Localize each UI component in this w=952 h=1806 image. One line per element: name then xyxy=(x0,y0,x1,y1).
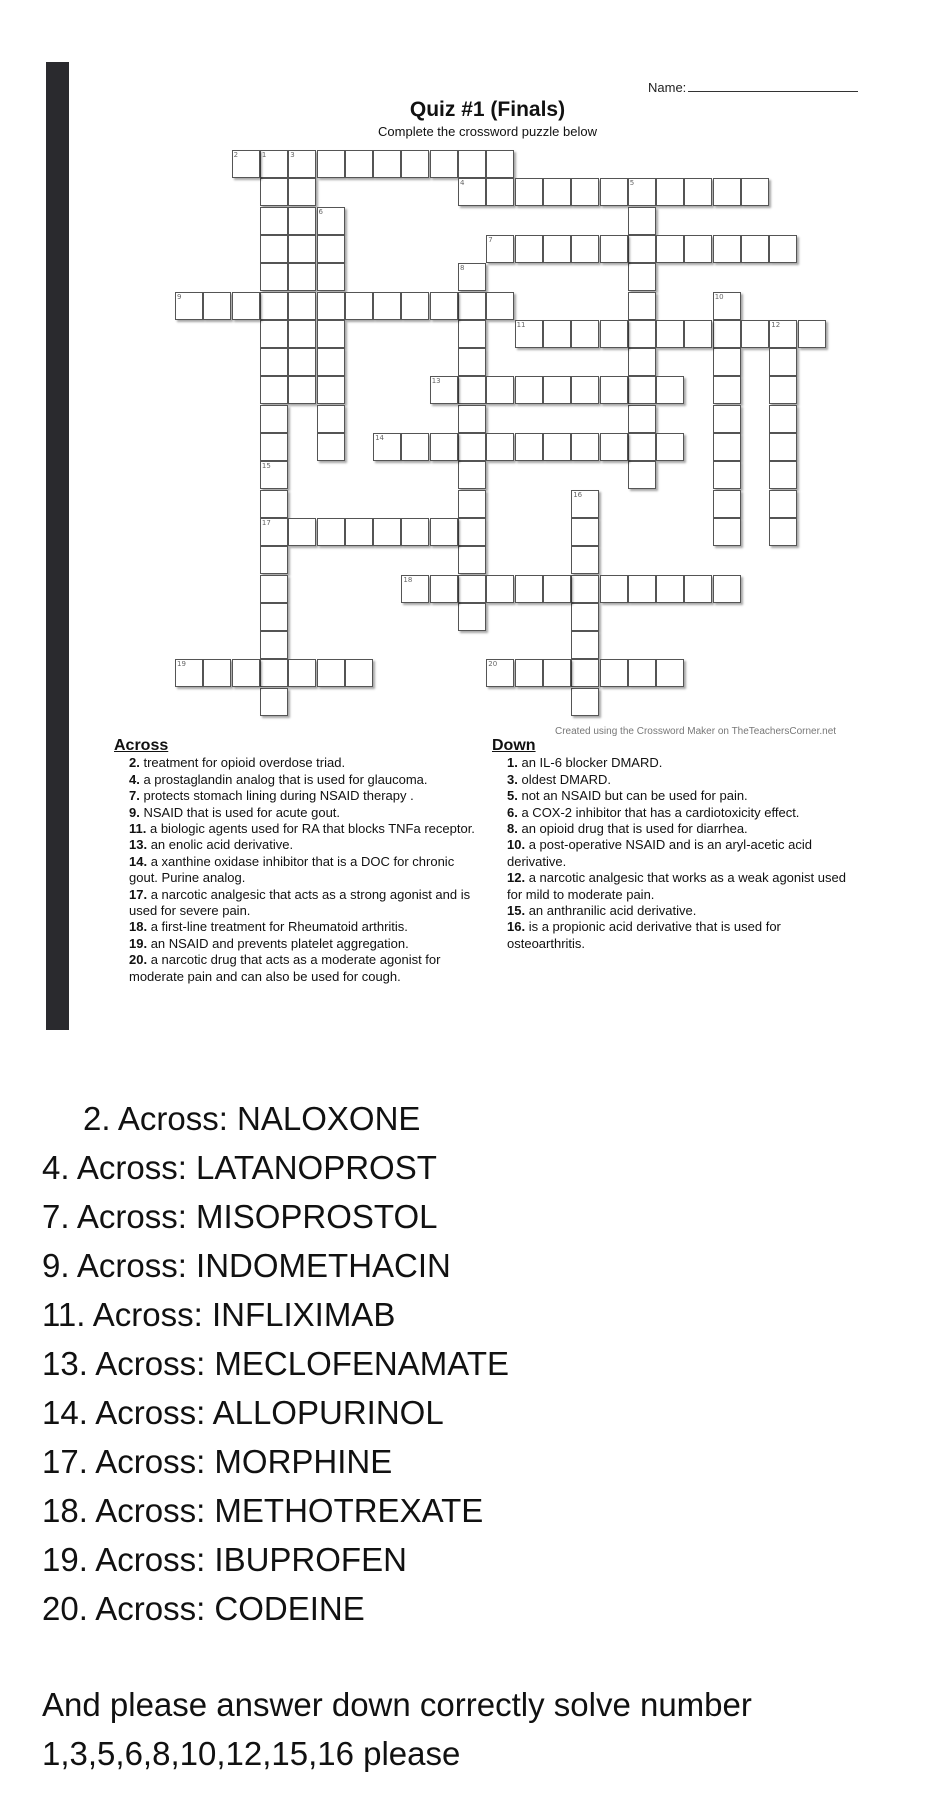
crossword-cell xyxy=(684,575,712,603)
answer-line: 2. Across: NALOXONE xyxy=(83,1100,421,1137)
cell-number: 15 xyxy=(261,462,271,471)
crossword-cell xyxy=(515,178,543,206)
clue-text: is a propionic acid derivative that is used for osteoarthritis. xyxy=(507,919,781,951)
crossword-cell xyxy=(543,178,571,206)
credit-text: Created using the Crossword Maker on TheTeachersCorner.net xyxy=(555,726,837,737)
crossword-cell xyxy=(317,292,345,320)
across-clue xyxy=(129,821,484,837)
crossword-cell xyxy=(628,263,656,291)
crossword-cell xyxy=(288,659,316,687)
crossword-cell xyxy=(260,150,288,178)
clue-number: 4. xyxy=(129,771,140,787)
crossword-cell xyxy=(458,263,486,291)
crossword-cell xyxy=(260,631,288,659)
crossword-cell xyxy=(769,376,797,404)
crossword-cell xyxy=(260,405,288,433)
clue-number: 3. xyxy=(507,771,518,787)
crossword-cell xyxy=(260,207,288,235)
cell-number: 16 xyxy=(573,490,583,499)
crossword-cell xyxy=(458,433,486,461)
crossword-cell xyxy=(345,518,373,546)
cell-number: 20 xyxy=(488,660,498,669)
crossword-cell xyxy=(345,292,373,320)
crossword-cell xyxy=(373,518,401,546)
crossword-cell xyxy=(515,575,543,603)
crossword-cell xyxy=(430,292,458,320)
crossword-cell xyxy=(458,348,486,376)
cell-number: 7 xyxy=(488,235,493,244)
down-heading: Down xyxy=(492,737,536,754)
clue-text: a biologic agents used for RA that blocks TNFa receptor. xyxy=(149,821,475,837)
crossword-cell xyxy=(260,348,288,376)
crossword-cell xyxy=(458,575,486,603)
down-clue xyxy=(507,805,862,821)
cell-number: 3 xyxy=(290,151,295,159)
clue-text: an enolic acid derivative. xyxy=(150,837,294,853)
clue-number: 17. xyxy=(129,886,148,902)
crossword-cell xyxy=(628,659,656,687)
cell-number: 8 xyxy=(460,264,465,273)
cell-number: 10 xyxy=(714,292,724,301)
crossword-cell xyxy=(684,178,712,206)
clue-text: a narcotic analgesic that acts as a strong agonist and is used for severe pain. xyxy=(129,886,471,919)
across-clue xyxy=(129,854,484,887)
crossword-cell xyxy=(373,150,401,178)
crossword-cell xyxy=(543,320,571,348)
crossword-cell xyxy=(260,575,288,603)
crossword-cell xyxy=(543,235,571,263)
crossword-cell xyxy=(317,405,345,433)
clue-number: 10. xyxy=(507,837,526,853)
crossword-cell xyxy=(741,320,769,348)
crossword-cell xyxy=(628,207,656,235)
crossword-cell xyxy=(628,235,656,263)
crossword-cell xyxy=(317,263,345,291)
cell-number: 6 xyxy=(318,207,323,216)
name-label: Name: xyxy=(648,80,687,95)
quiz-title: Quiz #1 (Finals) xyxy=(409,98,566,121)
clue-number: 20. xyxy=(129,952,148,968)
answer-line: 7. Across: MISOPROSTOL xyxy=(42,1198,438,1235)
clue-text: NSAID that is used for acute gout. xyxy=(143,804,341,820)
cell-number: 11 xyxy=(516,320,526,329)
crossword-cell xyxy=(684,235,712,263)
crossword-cell xyxy=(430,150,458,178)
crossword-cell xyxy=(260,433,288,461)
crossword-cell xyxy=(769,433,797,461)
crossword-cell xyxy=(232,150,260,178)
crossword-cell xyxy=(628,376,656,404)
cell-number: 17 xyxy=(261,518,271,527)
crossword-cell xyxy=(543,575,571,603)
clue-text: oldest DMARD. xyxy=(521,771,612,787)
crossword-cell xyxy=(600,235,628,263)
down-clue xyxy=(507,837,862,870)
crossword-cell xyxy=(401,292,429,320)
clue-number: 1. xyxy=(507,755,518,771)
crossword-cell xyxy=(260,292,288,320)
crossword-cell xyxy=(656,575,684,603)
crossword-cell xyxy=(458,292,486,320)
down-clue xyxy=(507,870,862,903)
crossword-cell xyxy=(288,207,316,235)
cell-number: 12 xyxy=(771,320,781,329)
clue-number: 13. xyxy=(129,837,148,853)
crossword-cell xyxy=(401,575,429,603)
clue-number: 2. xyxy=(129,755,140,771)
crossword-cell xyxy=(713,575,741,603)
crossword-cell xyxy=(571,659,599,687)
crossword-cell xyxy=(769,405,797,433)
crossword-cell xyxy=(656,376,684,404)
crossword-cell xyxy=(203,659,231,687)
crossword-cell xyxy=(288,376,316,404)
clue-number: 8. xyxy=(507,821,518,837)
crossword-cell xyxy=(600,320,628,348)
answer-line: 14. Across: ALLOPURINOL xyxy=(42,1394,444,1431)
crossword-cell xyxy=(373,433,401,461)
clue-text: an IL-6 blocker DMARD. xyxy=(521,755,663,771)
across-clue xyxy=(129,755,484,771)
clue-text: not an NSAID but can be used for pain. xyxy=(521,788,748,804)
answer-line: 18. Across: METHOTREXATE xyxy=(42,1492,484,1529)
crossword-cell xyxy=(345,659,373,687)
crossword-cell xyxy=(600,433,628,461)
clue-number: 19. xyxy=(129,935,148,951)
crossword-cell xyxy=(260,263,288,291)
clue-number: 6. xyxy=(507,804,518,820)
clue-text: a first-line treatment for Rheumatoid arthritis. xyxy=(150,919,408,935)
crossword-cell xyxy=(373,292,401,320)
crossword-cell xyxy=(288,150,316,178)
clue-text: treatment for opioid overdose triad. xyxy=(143,755,346,771)
clue-number: 14. xyxy=(129,853,148,869)
crossword-cell xyxy=(430,376,458,404)
crossword-cell xyxy=(600,376,628,404)
crossword-cell xyxy=(458,603,486,631)
crossword-cell xyxy=(317,235,345,263)
crossword-cell xyxy=(769,490,797,518)
crossword-cell xyxy=(571,490,599,518)
clue-text: a prostaglandin analog that is used for glaucoma. xyxy=(143,771,428,787)
crossword-cell xyxy=(571,575,599,603)
clue-text: protects stomach lining during NSAID therapy . xyxy=(143,788,414,804)
crossword-cell xyxy=(288,235,316,263)
crossword-cell xyxy=(288,263,316,291)
cell-number: 18 xyxy=(403,575,413,584)
crossword-cell xyxy=(317,659,345,687)
cell-number: 13 xyxy=(431,377,441,386)
answer-line: 17. Across: MORPHINE xyxy=(42,1443,393,1480)
cell-number: 19 xyxy=(177,660,186,669)
clue-number: 11. xyxy=(129,821,147,837)
crossword-cell xyxy=(571,603,599,631)
crossword-cell xyxy=(713,235,741,263)
crossword-cell xyxy=(317,150,345,178)
crossword-cell xyxy=(458,490,486,518)
crossword-cell xyxy=(571,631,599,659)
down-clue xyxy=(507,788,862,804)
answer-line: 11. Across: INFLIXIMAB xyxy=(42,1296,396,1333)
crossword-cell xyxy=(288,320,316,348)
crossword-cell xyxy=(656,659,684,687)
across-clue xyxy=(129,805,484,821)
crossword-cell xyxy=(486,659,514,687)
crossword-cell xyxy=(458,405,486,433)
across-clue xyxy=(129,788,484,804)
crossword-cell xyxy=(317,320,345,348)
crossword-cell xyxy=(515,433,543,461)
cell-number: 9 xyxy=(177,292,182,301)
crossword-cell xyxy=(260,688,288,716)
crossword-cell xyxy=(232,659,260,687)
crossword-cell xyxy=(260,461,288,489)
crossword-cell xyxy=(600,575,628,603)
crossword-cell xyxy=(175,292,203,320)
crossword-cell xyxy=(656,433,684,461)
crossword-cell xyxy=(628,292,656,320)
answer-line: 9. Across: INDOMETHACIN xyxy=(42,1247,451,1284)
answer-line: 19. Across: IBUPROFEN xyxy=(42,1541,407,1578)
crossword-cell xyxy=(713,320,741,348)
crossword-cell xyxy=(769,518,797,546)
crossword-cell xyxy=(769,461,797,489)
crossword-cell xyxy=(656,235,684,263)
across-clue xyxy=(129,936,484,952)
crossword-cell xyxy=(741,235,769,263)
crossword-cell xyxy=(288,348,316,376)
crossword-cell xyxy=(458,518,486,546)
crossword-cell xyxy=(628,348,656,376)
clue-text: a xanthine oxidase inhibitor that is a DOC for chronic gout. Purine analog. xyxy=(129,853,455,886)
crossword-cell xyxy=(260,235,288,263)
down-clues xyxy=(492,738,862,952)
crossword-cell xyxy=(486,292,514,320)
answer-list xyxy=(42,1094,509,1633)
crossword-cell xyxy=(486,178,514,206)
crossword-cell xyxy=(515,235,543,263)
clue-text: an anthranilic acid derivative. xyxy=(528,903,697,919)
down-clue xyxy=(507,772,862,788)
crossword-cell xyxy=(515,320,543,348)
crossword-cell xyxy=(628,178,656,206)
clue-text: a narcotic drug that acts as a moderate agonist for moderate pain and can also be used for cough. xyxy=(129,952,441,984)
crossword-cell xyxy=(317,518,345,546)
clue-number: 12. xyxy=(507,870,526,886)
crossword-cell xyxy=(713,433,741,461)
crossword-cell xyxy=(713,376,741,404)
crossword-cell xyxy=(600,659,628,687)
crossword-cell xyxy=(741,178,769,206)
crossword-cell xyxy=(571,546,599,574)
across-clues xyxy=(114,738,484,985)
clue-number: 7. xyxy=(129,788,140,804)
crossword-cell xyxy=(628,461,656,489)
crossword-grid xyxy=(0,0,952,740)
crossword-cell xyxy=(769,348,797,376)
clue-text: an opioid drug that is used for diarrhea. xyxy=(521,821,748,837)
crossword-cell xyxy=(769,320,797,348)
crossword-cell xyxy=(486,235,514,263)
crossword-cell xyxy=(401,433,429,461)
crossword-cell xyxy=(769,235,797,263)
crossword-cell xyxy=(571,235,599,263)
clue-number: 5. xyxy=(507,788,518,804)
crossword-cell xyxy=(713,292,741,320)
crossword-cell xyxy=(260,518,288,546)
crossword-cell xyxy=(317,433,345,461)
crossword-cell xyxy=(713,518,741,546)
crossword-cell xyxy=(175,659,203,687)
cell-number: 5 xyxy=(629,179,635,188)
clue-number: 15. xyxy=(507,903,526,919)
crossword-cell xyxy=(543,433,571,461)
answer-line: 20. Across: CODEINE xyxy=(42,1590,365,1627)
crossword-cell xyxy=(713,405,741,433)
across-clue xyxy=(129,919,484,935)
crossword-cell xyxy=(458,461,486,489)
crossword-cell xyxy=(260,320,288,348)
crossword-cell xyxy=(713,461,741,489)
across-clue xyxy=(129,952,484,985)
crossword-cell xyxy=(571,433,599,461)
crossword-cell xyxy=(288,518,316,546)
crossword-cell xyxy=(260,376,288,404)
clue-text: a COX-2 inhibitor that has a cardiotoxicity effect. xyxy=(521,804,800,820)
clue-number: 9. xyxy=(129,804,140,820)
down-clue xyxy=(507,821,862,837)
clue-text: an NSAID and prevents platelet aggregation. xyxy=(150,935,409,951)
crossword-cell xyxy=(628,405,656,433)
crossword-cell xyxy=(401,518,429,546)
crossword-cell xyxy=(713,490,741,518)
crossword-cell xyxy=(713,178,741,206)
across-clue xyxy=(129,887,484,920)
across-clue xyxy=(129,837,484,853)
crossword-cell xyxy=(571,178,599,206)
crossword-cell xyxy=(543,376,571,404)
crossword-cell xyxy=(401,150,429,178)
crossword-cell xyxy=(232,292,260,320)
crossword-cell xyxy=(345,150,373,178)
cell-number: 14 xyxy=(375,434,385,442)
crossword-cell xyxy=(571,320,599,348)
answer-line: 4. Across: LATANOPROST xyxy=(42,1149,437,1186)
crossword-cell xyxy=(571,376,599,404)
clue-number: 16. xyxy=(507,919,526,935)
crossword-cell xyxy=(684,320,712,348)
crossword-cell xyxy=(317,207,345,235)
quiz-subtitle: Complete the crossword puzzle below xyxy=(378,124,597,139)
crossword-cell xyxy=(486,433,514,461)
cell-number: 4 xyxy=(460,179,465,188)
crossword-cell xyxy=(260,178,288,206)
crossword-cell xyxy=(317,376,345,404)
down-clue xyxy=(507,903,862,919)
crossword-cell xyxy=(458,376,486,404)
crossword-cell xyxy=(571,688,599,716)
crossword-cell xyxy=(288,292,316,320)
crossword-cell xyxy=(628,575,656,603)
crossword-cell xyxy=(458,546,486,574)
crossword-cell xyxy=(260,546,288,574)
crossword-cell xyxy=(260,490,288,518)
clue-text: a narcotic analgesic that works as a weak agonist used for mild to moderate pain. xyxy=(507,870,846,902)
request-text: And please answer down correctly solve number 1,3,5,6,8,10,12,15,16 please xyxy=(42,1686,752,1772)
crossword-cell xyxy=(430,433,458,461)
crossword-cell xyxy=(458,178,486,206)
crossword-cell xyxy=(260,659,288,687)
crossword-cell xyxy=(571,518,599,546)
clue-text: a post-operative NSAID and is an aryl-acetic acid derivative. xyxy=(507,837,812,869)
crossword-cell xyxy=(543,659,571,687)
crossword-cell xyxy=(458,320,486,348)
crossword-cell xyxy=(203,292,231,320)
across-heading: Across xyxy=(114,737,169,754)
clue-number: 18. xyxy=(129,919,148,935)
answer-line: 13. Across: MECLOFENAMATE xyxy=(42,1345,509,1382)
crossword-cell xyxy=(600,178,628,206)
crossword-cell xyxy=(260,603,288,631)
crossword-cell xyxy=(515,659,543,687)
crossword-cell xyxy=(486,575,514,603)
across-clue xyxy=(129,772,484,788)
crossword-cell xyxy=(515,376,543,404)
crossword-cell xyxy=(656,320,684,348)
down-clue xyxy=(507,919,862,952)
crossword-cell xyxy=(798,320,826,348)
crossword-cell xyxy=(628,433,656,461)
crossword-cell xyxy=(486,376,514,404)
down-clue xyxy=(507,755,862,771)
crossword-cell xyxy=(317,348,345,376)
crossword-cell xyxy=(458,150,486,178)
crossword-cell xyxy=(656,178,684,206)
crossword-cell xyxy=(430,575,458,603)
crossword-cell xyxy=(288,178,316,206)
crossword-cell xyxy=(713,348,741,376)
crossword-cell xyxy=(486,150,514,178)
cell-number: 2 xyxy=(233,151,239,159)
cell-number: 1 xyxy=(261,151,267,159)
crossword-cell xyxy=(628,320,656,348)
crossword-cell xyxy=(430,518,458,546)
